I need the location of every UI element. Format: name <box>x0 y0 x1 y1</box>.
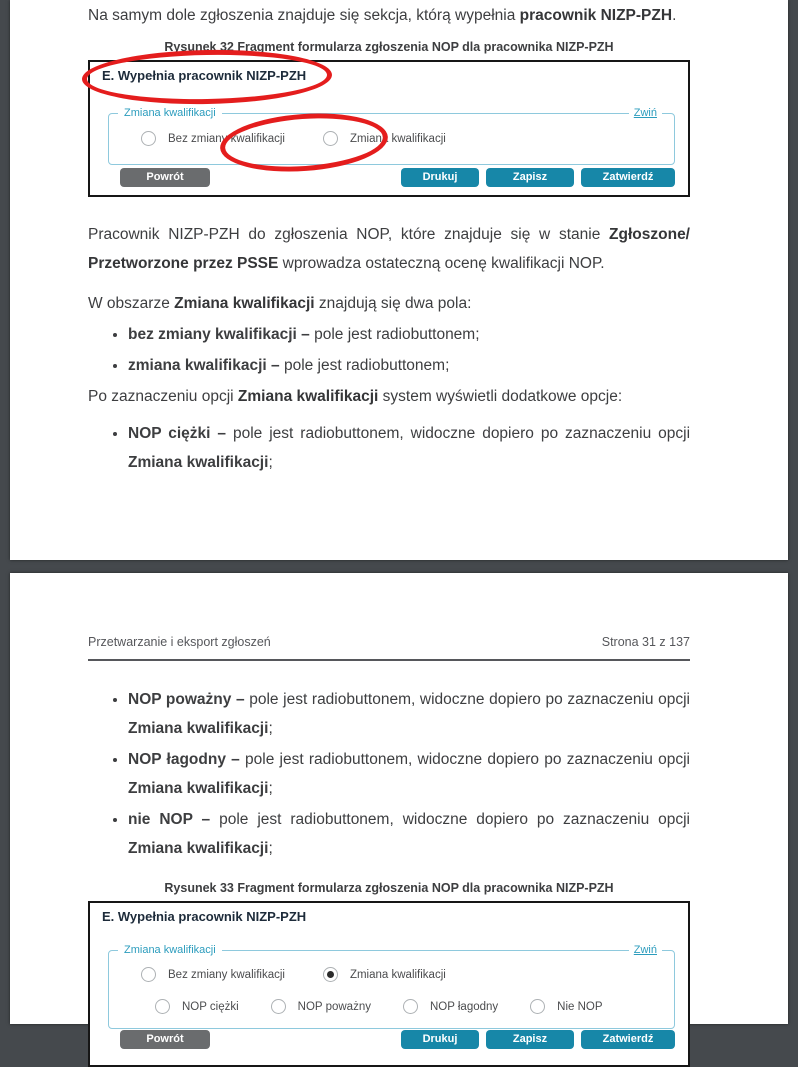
bullet-list <box>88 326 690 375</box>
figure-33-caption: Rysunek 33 Fragment formularza zgłoszenia NOP dla pracownika NIZP-PZH <box>164 881 614 895</box>
radio-button-icon[interactable] <box>530 999 545 1014</box>
radio-option-bez-zmiany[interactable] <box>141 967 285 982</box>
radio-option-zmiana-selected[interactable] <box>323 967 446 982</box>
form-section-header: E. Wypełnia pracownik NIZP-PZH <box>102 68 307 83</box>
fieldset-label: Zmiana kwalifikacji <box>118 944 222 956</box>
radio-option-nop-lagodny[interactable] <box>403 999 498 1014</box>
figure-32-caption: Rysunek 32 Fragment formularza zgłoszenia NOP dla pracownika NIZP-PZH <box>164 40 614 54</box>
radio-option-nop-powazny[interactable] <box>271 999 371 1014</box>
radio-option-zmiana[interactable] <box>323 131 446 146</box>
form-button-row <box>120 168 675 187</box>
document-page-2 <box>10 573 788 1045</box>
fieldset-zmiana-kwalifikacji <box>108 107 675 165</box>
radio-label: NOP poważny <box>297 1000 371 1013</box>
zapisz-button[interactable]: Zapisz <box>486 168 574 187</box>
figure-32-form-screenshot <box>88 60 690 197</box>
header-rule <box>88 659 690 661</box>
running-header <box>88 635 690 649</box>
fieldset-label: Zmiana kwalifikacji <box>118 107 222 119</box>
radio-label: Bez zmiany kwalifikacji <box>168 132 285 145</box>
body-paragraph: Po zaznaczeniu opcji Zmiana kwalifikacji system wyświetli dodatkowe opcje: <box>88 388 623 405</box>
radio-button-icon[interactable] <box>141 967 156 982</box>
radio-label: Zmiana kwalifikacji <box>349 968 446 981</box>
document-page-1 <box>10 0 788 560</box>
radio-label: Nie NOP <box>557 1000 603 1013</box>
zatwierdz-button[interactable]: Zatwierdź <box>581 168 675 187</box>
page-1-content <box>88 0 690 477</box>
figure-33-form-screenshot <box>88 901 690 1067</box>
radio-button-icon[interactable] <box>323 967 338 982</box>
running-header-title: Przetwarzanie i eksport zgłoszeń <box>88 635 271 649</box>
drukuj-button[interactable]: Drukuj <box>401 168 479 187</box>
zapisz-button[interactable]: Zapisz <box>486 1030 574 1049</box>
radio-button-icon[interactable] <box>403 999 418 1014</box>
radio-button-icon[interactable] <box>271 999 286 1014</box>
drukuj-button[interactable]: Drukuj <box>401 1030 479 1049</box>
form-section-header: E. Wypełnia pracownik NIZP-PZH <box>102 909 307 924</box>
powrot-button[interactable]: Powrót <box>120 1030 210 1049</box>
radio-button-icon[interactable] <box>155 999 170 1014</box>
radio-label: NOP ciężki <box>182 1000 239 1013</box>
radio-option-nop-ciezki[interactable] <box>155 999 239 1014</box>
list-item: • NOP łagodny – pole jest radiobuttonem, widoczne dopiero po zaznaczeniu opcji Zmiana kwalifikacji; <box>128 745 690 803</box>
bullet-list <box>88 685 690 863</box>
body-paragraph: W obszarze Zmiana kwalifikacji znajdują się dwa pola: <box>88 295 472 312</box>
list-item: • nie NOP – pole jest radiobuttonem, widoczne dopiero po zaznaczeniu opcji Zmiana kwalifikacji; <box>128 805 690 863</box>
form-button-row <box>120 1030 675 1049</box>
list-item: • NOP ciężki – pole jest radiobuttonem, widoczne dopiero po zaznaczeniu opcji Zmiana kwalifikacji; <box>128 419 690 477</box>
fieldset-zmiana-kwalifikacji <box>108 944 675 1029</box>
list-item: • zmiana kwalifikacji – pole jest radiobuttonem; <box>128 357 690 375</box>
body-paragraph: Pracownik NIZP-PZH do zgłoszenia NOP, które znajduje się w stanie Zgłoszone/ Przetworzone przez PSSE wprowadza ostateczną ocenę kwalifikacji NOP. <box>88 226 690 272</box>
powrot-button[interactable]: Powrót <box>120 168 210 187</box>
page-number: Strona 31 z 137 <box>601 635 690 649</box>
intro-paragraph: Na samym dole zgłoszenia znajduje się sekcja, którą wypełnia pracownik NIZP-PZH. <box>88 7 677 24</box>
collapse-link[interactable]: Zwiń <box>629 944 662 956</box>
radio-button-icon[interactable] <box>323 131 338 146</box>
radio-option-nie-nop[interactable] <box>530 999 602 1014</box>
list-item: • bez zmiany kwalifikacji – pole jest radiobuttonem; <box>128 326 690 344</box>
bullet-list <box>88 419 690 477</box>
zatwierdz-button[interactable]: Zatwierdź <box>581 1030 675 1049</box>
list-item: • NOP poważny – pole jest radiobuttonem, widoczne dopiero po zaznaczeniu opcji Zmiana kwalifikacji; <box>128 685 690 743</box>
collapse-link[interactable]: Zwiń <box>629 107 662 119</box>
radio-button-icon[interactable] <box>141 131 156 146</box>
radio-label: Zmiana kwalifikacji <box>349 132 446 145</box>
radio-label: Bez zmiany kwalifikacji <box>168 968 285 981</box>
radio-label: NOP łagodny <box>429 1000 499 1013</box>
radio-row <box>155 999 674 1014</box>
page-2-content <box>88 635 690 1067</box>
radio-option-bez-zmiany[interactable] <box>141 131 285 146</box>
